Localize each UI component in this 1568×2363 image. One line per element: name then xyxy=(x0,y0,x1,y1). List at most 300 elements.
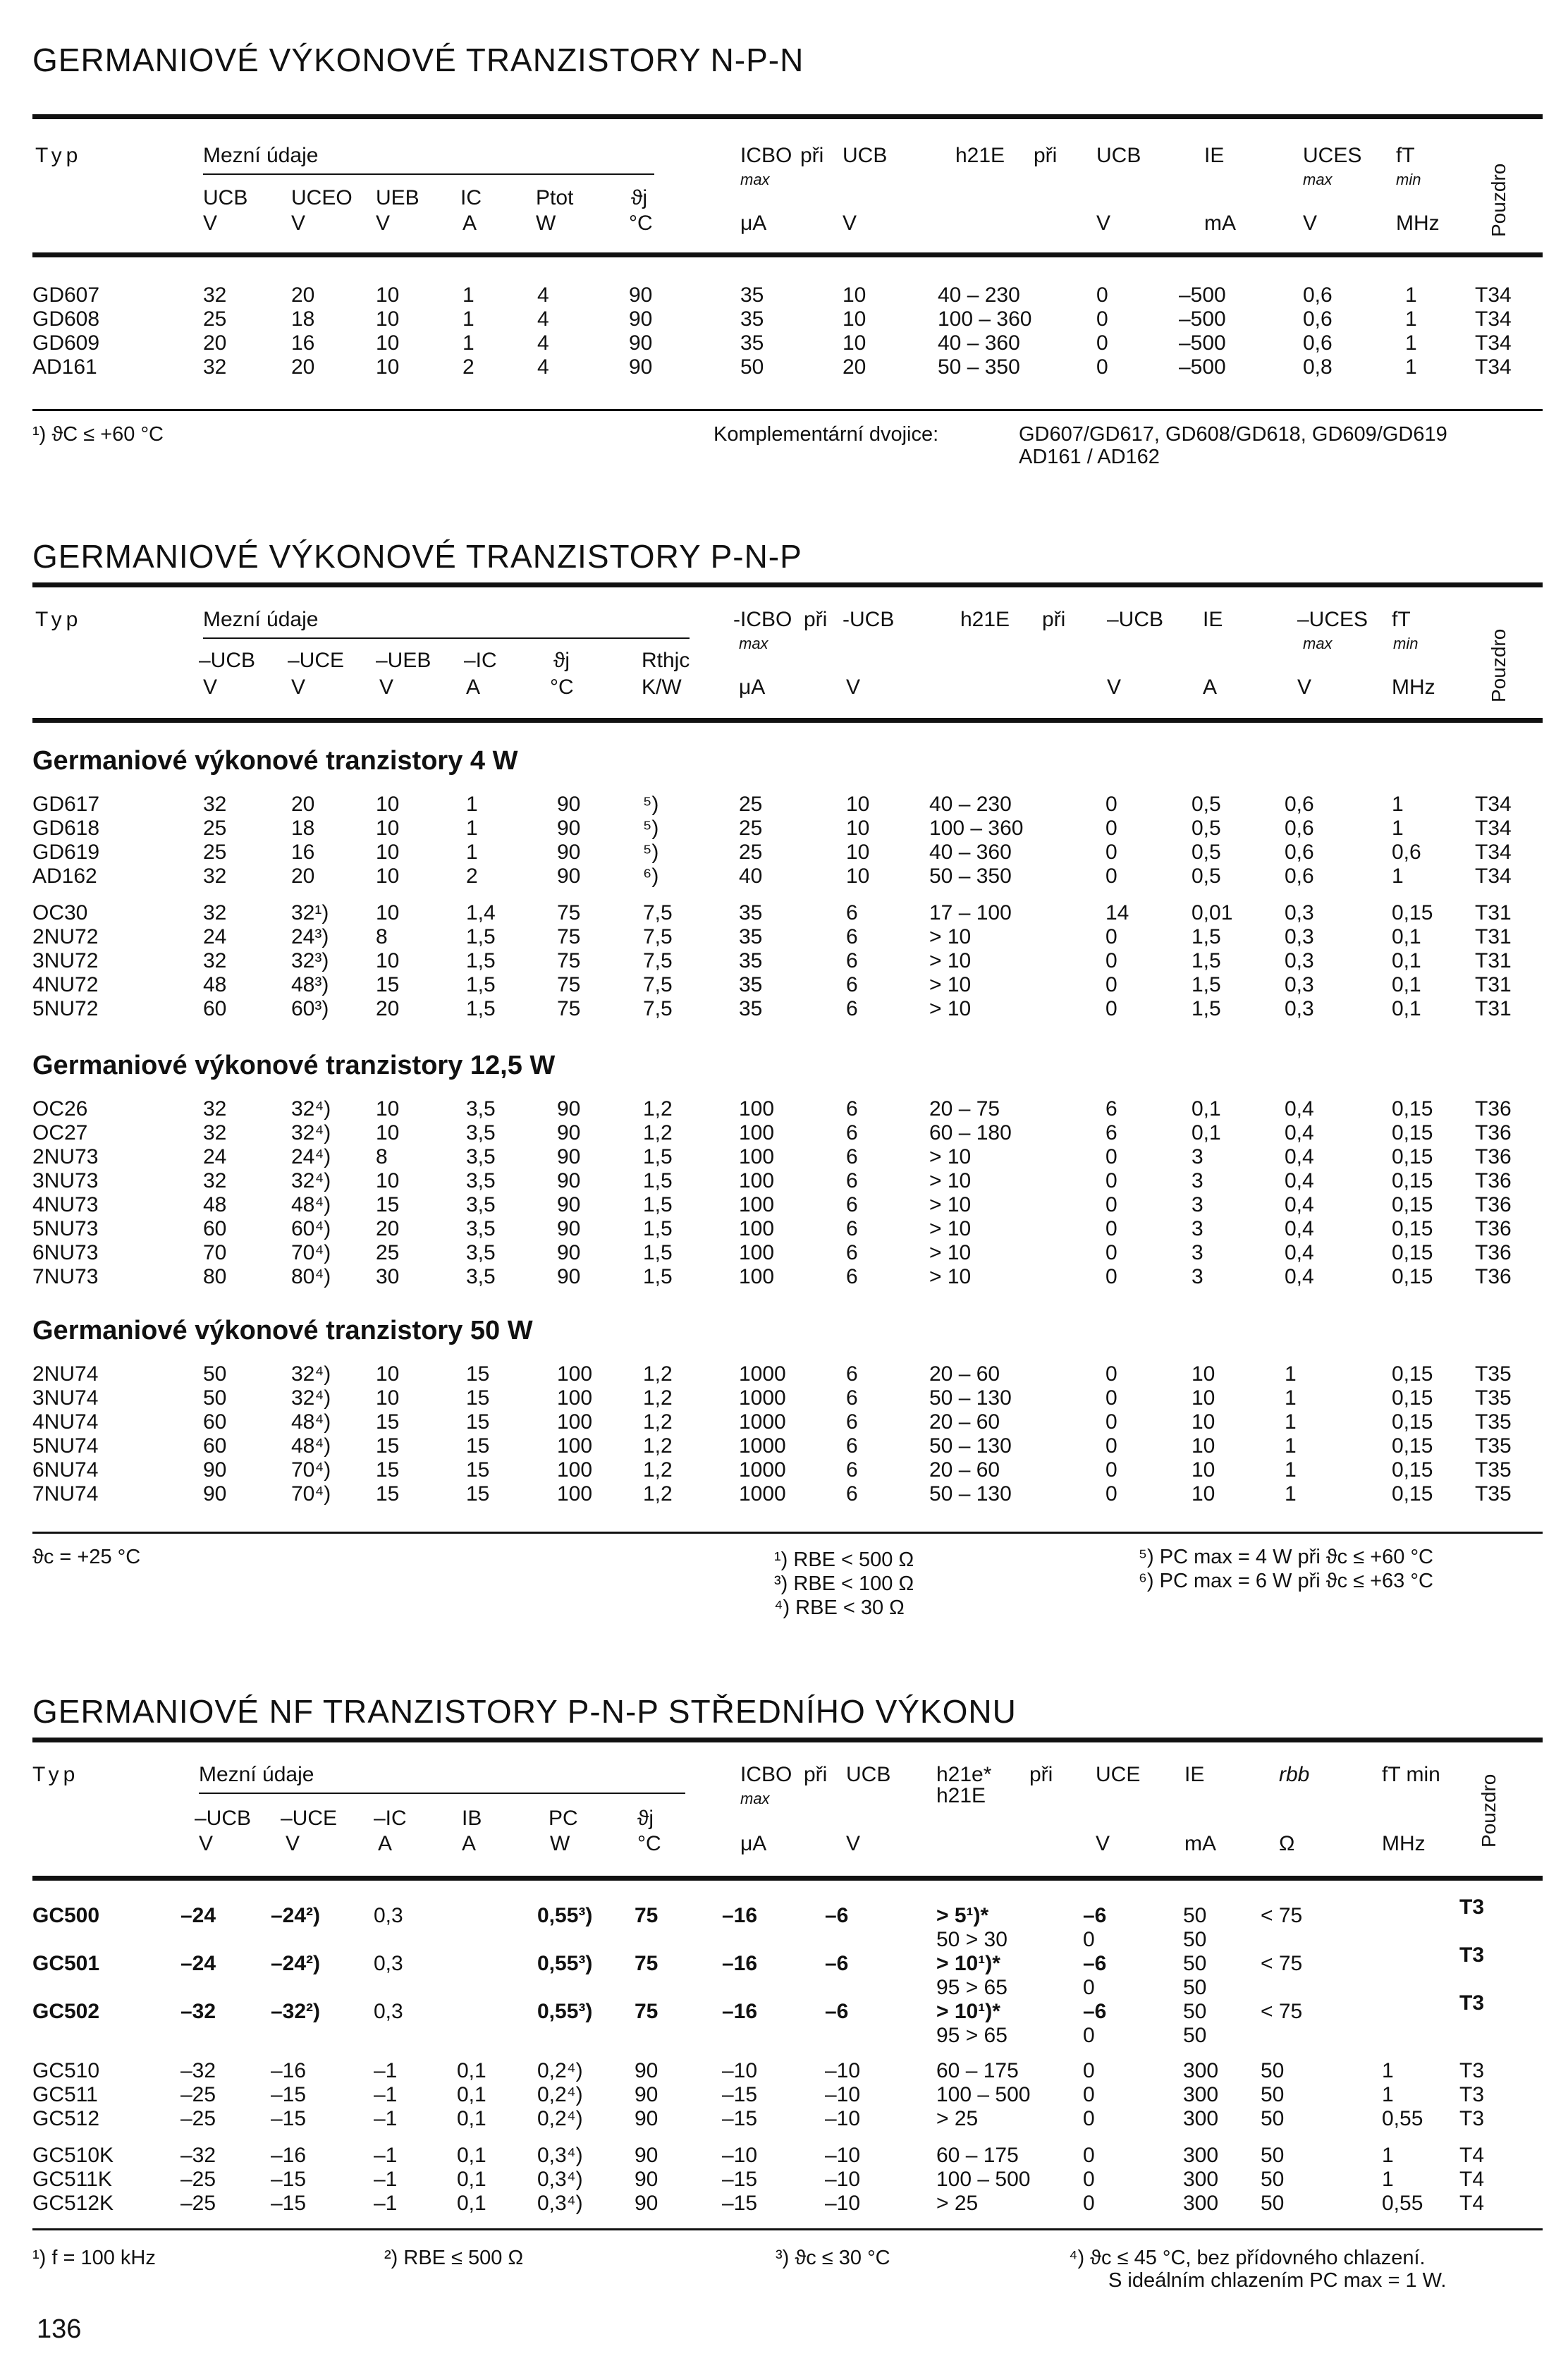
table-cell: 48⁴) xyxy=(291,1434,331,1458)
table-cell: 0,15 xyxy=(1392,1362,1433,1386)
table-cell: 100 xyxy=(557,1410,593,1434)
table-cell: T31 xyxy=(1475,925,1512,948)
col-h21e: h21E xyxy=(960,608,1010,631)
table-cell: 0,4 xyxy=(1285,1097,1314,1121)
col-ueb: UEB xyxy=(376,186,419,209)
cell-type: GC510 xyxy=(32,2059,100,2082)
table-row xyxy=(0,1434,1568,1458)
cell-type: GD618 xyxy=(32,817,100,840)
table-cell: 75 xyxy=(635,2000,659,2023)
table-cell: 100 – 500 xyxy=(936,2168,1031,2191)
table-cell: < 75 xyxy=(1261,1904,1303,1927)
cell-type: 5NU74 xyxy=(32,1434,99,1458)
table-cell: 1 xyxy=(1285,1434,1297,1458)
table-cell: 4 xyxy=(537,283,549,307)
rule xyxy=(32,252,1543,257)
table-cell: 60 – 175 xyxy=(936,2059,1019,2082)
col-ic: –IC xyxy=(374,1807,407,1830)
table-cell: 75 xyxy=(557,925,581,948)
table-cell: 6 xyxy=(846,1362,858,1386)
rule xyxy=(32,1738,1543,1742)
table-cell: 0,6 xyxy=(1303,331,1333,355)
table-cell: –32²) xyxy=(271,2000,321,2023)
table-cell: 1 xyxy=(466,841,478,864)
table-cell: 100 xyxy=(557,1458,593,1482)
table-cell: > 5¹)* xyxy=(936,1904,989,1927)
table-cell: 10 xyxy=(376,901,400,924)
table-cell: 10 xyxy=(1192,1458,1215,1482)
rule xyxy=(32,409,1543,411)
table-cell: 10 xyxy=(376,283,400,307)
table-cell: 50 xyxy=(1261,2168,1285,2191)
table-row xyxy=(0,901,1568,925)
rule xyxy=(32,582,1543,587)
footnote: S ideálním chlazením PC max = 1 W. xyxy=(1108,2269,1447,2292)
table-cell: 1 xyxy=(1392,817,1404,840)
table-cell: < 75 xyxy=(1261,1952,1303,1975)
table-cell: –15 xyxy=(722,2107,758,2130)
unit: A xyxy=(378,1832,393,1855)
table-cell: 75 xyxy=(557,949,581,972)
table-cell: 0 xyxy=(1083,2168,1095,2191)
col-ftmin: fT min xyxy=(1382,1763,1440,1786)
table-cell: 15 xyxy=(376,1410,400,1434)
footnote: ⁴) RBE < 30 Ω xyxy=(774,1596,905,1619)
table-cell: 1 xyxy=(1285,1482,1297,1506)
table-cell: 20 – 60 xyxy=(929,1362,1000,1386)
table-cell: 6 xyxy=(1105,1121,1117,1144)
table-cell: 1,5 xyxy=(643,1193,673,1216)
table-cell: 35 xyxy=(739,997,763,1020)
table-cell: 60⁴) xyxy=(291,1217,331,1240)
table-cell: 48 xyxy=(203,973,227,996)
table-cell: 100 xyxy=(739,1121,775,1144)
table-cell: 100 xyxy=(557,1434,593,1458)
table-row xyxy=(0,1895,1568,1928)
table-cell: T35 xyxy=(1475,1386,1512,1410)
table-cell: > 25 xyxy=(936,2192,979,2215)
table-cell: 50 xyxy=(1183,2000,1207,2023)
table-cell: –6 xyxy=(825,1952,849,1975)
table-cell: 0,4 xyxy=(1285,1193,1314,1216)
table-cell: 6 xyxy=(846,1169,858,1192)
table-row xyxy=(0,1362,1568,1386)
table-cell: 0,15 xyxy=(1392,1241,1433,1264)
table-cell: 16 xyxy=(291,841,315,864)
table-cell: 24 xyxy=(203,925,227,948)
table-cell: 7,5 xyxy=(643,949,673,972)
table-cell: –24 xyxy=(180,1904,216,1927)
table-cell: T36 xyxy=(1475,1265,1512,1288)
table-cell: > 10 xyxy=(929,925,972,948)
header-underline xyxy=(203,637,690,639)
table-cell: 50 xyxy=(1183,2024,1207,2047)
table-cell: 10 xyxy=(846,841,870,864)
table-cell: 0,4 xyxy=(1285,1241,1314,1264)
table-cell: –15 xyxy=(271,2083,307,2106)
table-cell: ⁵) xyxy=(643,793,659,816)
table-cell: 10 xyxy=(376,355,400,379)
table-cell: 0,1 xyxy=(457,2168,486,2191)
table-cell: 1 xyxy=(1392,865,1404,888)
table-cell: 35 xyxy=(739,973,763,996)
table-cell: –500 xyxy=(1179,355,1226,379)
table-cell: 10 xyxy=(376,841,400,864)
table-cell: 0,4 xyxy=(1285,1121,1314,1144)
table-cell: 90 xyxy=(557,1241,581,1264)
table-cell: 6 xyxy=(846,1410,858,1434)
unit: °C xyxy=(550,676,574,699)
col-mezni: Mezní údaje xyxy=(203,144,319,167)
table-cell: 10 xyxy=(846,817,870,840)
table-cell: 90 xyxy=(557,1265,581,1288)
table-cell: T36 xyxy=(1475,1241,1512,1264)
table-cell: 90 xyxy=(557,1193,581,1216)
table-cell: 0 xyxy=(1105,1265,1117,1288)
unit: mA xyxy=(1204,212,1236,235)
unit: V xyxy=(843,212,857,235)
table-cell: 50 xyxy=(1183,1976,1207,1999)
footnote: ⁶) PC max = 6 W při ϑc ≤ +63 °C xyxy=(1139,1570,1433,1592)
table-row xyxy=(0,1145,1568,1169)
table-row xyxy=(0,283,1568,307)
table-cell: 10 xyxy=(376,1362,400,1386)
table-row xyxy=(0,2107,1568,2131)
table-cell: 40 – 360 xyxy=(929,841,1012,864)
table-cell: 90 xyxy=(629,355,653,379)
table-cell: –1 xyxy=(374,2083,398,2106)
cell-type: GC512 xyxy=(32,2107,100,2130)
table-cell: –1 xyxy=(374,2168,398,2191)
table-cell: 1,5 xyxy=(466,949,496,972)
table-cell: T3 xyxy=(1459,2107,1485,2130)
table-cell: –6 xyxy=(1083,1904,1107,1927)
cell-type: OC27 xyxy=(32,1121,88,1144)
table-row xyxy=(0,1482,1568,1506)
table-cell: –10 xyxy=(825,2168,861,2191)
table-cell: 7,5 xyxy=(643,973,673,996)
table-cell: > 10 xyxy=(929,997,972,1020)
table-cell: 1 xyxy=(463,283,474,307)
table-cell: 0,15 xyxy=(1392,1217,1433,1240)
table-cell: 0 xyxy=(1105,925,1117,948)
table-cell: > 10 xyxy=(929,949,972,972)
table-cell: T34 xyxy=(1475,793,1512,816)
unit: V xyxy=(286,1832,300,1855)
footnote: ϑc = +25 °C xyxy=(32,1546,141,1568)
table-cell: 6 xyxy=(846,925,858,948)
table-cell: > 25 xyxy=(936,2107,979,2130)
table-cell: 35 xyxy=(739,901,763,924)
table-cell: 15 xyxy=(466,1362,490,1386)
table-cell: > 10 xyxy=(929,1169,972,1192)
table-cell: 60 xyxy=(203,1410,227,1434)
table-cell: –32 xyxy=(180,2000,216,2023)
table-cell: 15 xyxy=(466,1434,490,1458)
table-cell: 35 xyxy=(740,331,764,355)
table-cell: 0,3 xyxy=(1285,925,1314,948)
table-cell: 1000 xyxy=(739,1386,786,1410)
section-title-pnp: GERMANIOVÉ VÝKONOVÉ TRANZISTORY P-N-P xyxy=(32,538,802,575)
table-cell: 3 xyxy=(1192,1241,1203,1264)
table-cell: 0,3 xyxy=(1285,997,1314,1020)
table-cell: 32 xyxy=(203,949,227,972)
table-cell: 1,5 xyxy=(1192,925,1221,948)
table-cell: 1,2 xyxy=(643,1097,673,1121)
cell-type: 7NU74 xyxy=(32,1482,99,1506)
table-cell: 25 xyxy=(739,817,763,840)
table-row xyxy=(0,1458,1568,1482)
table-cell: 0,4 xyxy=(1285,1169,1314,1192)
table-cell: 3 xyxy=(1192,1217,1203,1240)
table-row xyxy=(0,1943,1568,1976)
table-cell: 3 xyxy=(1192,1193,1203,1216)
table-cell: 0 xyxy=(1105,1458,1117,1482)
cell-type: 5NU72 xyxy=(32,997,99,1020)
table-cell: 24³) xyxy=(291,925,329,948)
table-cell: 32 xyxy=(203,793,227,816)
table-cell: 3,5 xyxy=(466,1193,496,1216)
table-cell: 70⁴) xyxy=(291,1458,331,1482)
table-cell: 1000 xyxy=(739,1410,786,1434)
table-cell: 100 xyxy=(739,1097,775,1121)
table-cell: 50 – 350 xyxy=(938,355,1020,379)
table-cell: –15 xyxy=(722,2083,758,2106)
table-cell: 20 xyxy=(291,793,315,816)
col-uces-max: max xyxy=(1303,171,1333,188)
cell-type: GC500 xyxy=(32,1904,100,1927)
table-cell: 10 xyxy=(376,1386,400,1410)
table-cell: T34 xyxy=(1475,841,1512,864)
table-cell: 25 xyxy=(203,841,227,864)
table-cell: 10 xyxy=(376,1097,400,1121)
unit: V xyxy=(846,676,861,699)
komplement-pairs-2: AD161 / AD162 xyxy=(1019,446,1160,468)
table-cell: 0 xyxy=(1105,1434,1117,1458)
table-cell: –16 xyxy=(271,2144,307,2167)
table-row xyxy=(0,949,1568,973)
table-cell: 32 xyxy=(203,901,227,924)
table-cell: 3,5 xyxy=(466,1121,496,1144)
unit: μA xyxy=(740,212,767,235)
col-ucb2: UCB xyxy=(846,1763,891,1786)
table-cell: 0,3 xyxy=(374,1904,403,1927)
table-cell: 50 xyxy=(1261,2192,1285,2215)
table-cell: 0 xyxy=(1083,2144,1095,2167)
table-row xyxy=(0,1410,1568,1434)
table-cell: 0 xyxy=(1096,307,1108,331)
table-cell: 60 xyxy=(203,997,227,1020)
table-cell: 0,55 xyxy=(1382,2192,1423,2215)
table-cell: 0,15 xyxy=(1392,1434,1433,1458)
col-thj: ϑj xyxy=(631,186,648,209)
table-cell: 0 xyxy=(1105,841,1117,864)
table-cell: 0,15 xyxy=(1392,901,1433,924)
table-cell: 0,1 xyxy=(457,2059,486,2082)
table-cell: > 10 xyxy=(929,973,972,996)
table-cell: 48 xyxy=(203,1193,227,1216)
table-cell: 0,5 xyxy=(1192,865,1221,888)
table-cell: 10 xyxy=(1192,1386,1215,1410)
table-cell: 100 xyxy=(739,1265,775,1288)
table-row xyxy=(0,1169,1568,1193)
table-cell: T34 xyxy=(1475,817,1512,840)
table-cell: 60 – 175 xyxy=(936,2144,1019,2167)
col-thj: ϑj xyxy=(637,1807,654,1830)
col-ucb2: -UCB xyxy=(843,608,895,631)
table-cell: 0,1 xyxy=(1392,949,1421,972)
table-cell: 1,5 xyxy=(466,925,496,948)
table-cell: 50 xyxy=(1261,2144,1285,2167)
table-cell: –1 xyxy=(374,2192,398,2215)
table-cell: 0 xyxy=(1105,1145,1117,1168)
table-cell: 90 xyxy=(635,2083,659,2106)
table-cell: 32¹) xyxy=(291,901,329,924)
table-cell: 10 xyxy=(1192,1482,1215,1506)
table-cell: 40 xyxy=(739,865,763,888)
section-title-nf: GERMANIOVÉ NF TRANZISTORY P-N-P STŘEDNÍHO VÝKONU xyxy=(32,1693,1017,1730)
table-cell: 0 xyxy=(1083,2192,1095,2215)
cell-type: GD607 xyxy=(32,283,100,307)
table-cell: 95 > 65 xyxy=(936,1976,1007,1999)
table-cell: 17 – 100 xyxy=(929,901,1012,924)
table-cell: 0,1 xyxy=(1392,973,1421,996)
table-cell: 15 xyxy=(376,1193,400,1216)
cell-type: 2NU73 xyxy=(32,1145,99,1168)
table-cell: 70⁴) xyxy=(291,1241,331,1264)
cell-type: GC510K xyxy=(32,2144,114,2167)
table-cell: 1,2 xyxy=(643,1410,673,1434)
table-cell: 100 xyxy=(739,1193,775,1216)
table-cell: 50 xyxy=(1261,2083,1285,2106)
table-cell: 30 xyxy=(376,1265,400,1288)
table-cell: 0,15 xyxy=(1392,1097,1433,1121)
table-cell: –25 xyxy=(180,2107,216,2130)
table-cell: 10 xyxy=(376,817,400,840)
table-cell: 20 – 60 xyxy=(929,1458,1000,1482)
table-cell: 32³) xyxy=(291,949,329,972)
table-row xyxy=(0,841,1568,865)
table-cell: 100 xyxy=(557,1386,593,1410)
table-cell: 20 xyxy=(291,283,315,307)
unit: W xyxy=(536,212,556,235)
col-uce: –UCE xyxy=(281,1807,338,1830)
table-cell: 32 xyxy=(203,1097,227,1121)
table-cell: 1 xyxy=(1382,2083,1394,2106)
table-cell: 15 xyxy=(466,1386,490,1410)
komplement-label: Komplementární dvojice: xyxy=(713,423,939,446)
col-ucb: –UCB xyxy=(195,1807,252,1830)
cell-type: 7NU73 xyxy=(32,1265,99,1288)
table-cell: ⁶) xyxy=(643,865,659,888)
table-cell: –15 xyxy=(271,2107,307,2130)
table-cell: 0,4 xyxy=(1285,1217,1314,1240)
page-number: 136 xyxy=(37,2314,82,2344)
table-cell: 1,5 xyxy=(1192,949,1221,972)
unit: V xyxy=(846,1832,861,1855)
table-cell: 90 xyxy=(635,2168,659,2191)
table-cell: 1 xyxy=(1285,1410,1297,1434)
table-cell: 0,01 xyxy=(1192,901,1233,924)
col-pri2: při xyxy=(1029,1763,1053,1786)
rule xyxy=(32,718,1543,723)
table-cell: 20 xyxy=(843,355,866,379)
table-cell: 15 xyxy=(376,973,400,996)
table-cell: 0,3 xyxy=(1285,949,1314,972)
table-cell: 32 xyxy=(203,1169,227,1192)
table-row xyxy=(0,973,1568,997)
table-cell: > 10 xyxy=(929,1217,972,1240)
unit: K/W xyxy=(642,676,682,699)
table-cell: 15 xyxy=(466,1482,490,1506)
cell-type: OC26 xyxy=(32,1097,88,1121)
table-cell: 1 xyxy=(1285,1458,1297,1482)
table-cell: 0 xyxy=(1096,283,1108,307)
table-cell: T31 xyxy=(1475,973,1512,996)
table-cell: 10 xyxy=(376,331,400,355)
table-row xyxy=(0,2144,1568,2168)
table-cell: 1,2 xyxy=(643,1482,673,1506)
table-cell: T3 xyxy=(1459,2059,1485,2082)
table-cell: 6 xyxy=(846,1241,858,1264)
table-cell: > 10¹)* xyxy=(936,2000,1000,2023)
table-cell: 0,15 xyxy=(1392,1193,1433,1216)
table-cell: 10 xyxy=(846,865,870,888)
table-cell: 24 xyxy=(203,1145,227,1168)
table-cell: 0,15 xyxy=(1392,1265,1433,1288)
table-cell: 75 xyxy=(557,901,581,924)
table-cell: –24²) xyxy=(271,1904,321,1927)
table-cell: 10 xyxy=(843,283,866,307)
table-cell: 50 – 350 xyxy=(929,865,1012,888)
table-cell: 6 xyxy=(846,1217,858,1240)
table-cell: 3,5 xyxy=(466,1265,496,1288)
table-cell: 0,1 xyxy=(457,2083,486,2106)
table-cell: 90 xyxy=(635,2107,659,2130)
unit: A xyxy=(466,676,481,699)
table-row xyxy=(0,793,1568,817)
table-cell: 7,5 xyxy=(643,925,673,948)
table-cell: –10 xyxy=(825,2107,861,2130)
table-cell: 0 xyxy=(1083,1928,1095,1951)
table-cell: 50 xyxy=(740,355,764,379)
table-cell: 1,2 xyxy=(643,1386,673,1410)
footnote: ⁵) PC max = 4 W při ϑc ≤ +60 °C xyxy=(1139,1546,1433,1568)
col-uce2: UCE xyxy=(1096,1763,1141,1786)
table-cell: 10 xyxy=(376,307,400,331)
table-cell: 1 xyxy=(463,331,474,355)
table-cell: 1,5 xyxy=(466,997,496,1020)
unit: V xyxy=(203,212,218,235)
footnote: ⁴) ϑc ≤ 45 °C, bez přídovného chlazení. xyxy=(1069,2247,1426,2269)
table-cell: T34 xyxy=(1475,283,1512,307)
table-cell: 0,15 xyxy=(1392,1458,1433,1482)
rule xyxy=(32,1532,1543,1534)
table-cell: 25 xyxy=(376,1241,400,1264)
table-cell: 6 xyxy=(1105,1097,1117,1121)
col-pc: PC xyxy=(549,1807,578,1830)
table-cell: 50 – 130 xyxy=(929,1386,1012,1410)
table-cell: 35 xyxy=(740,307,764,331)
table-cell: 10 xyxy=(376,865,400,888)
table-cell: –32 xyxy=(180,2059,216,2082)
table-cell: 0 xyxy=(1105,1217,1117,1240)
col-icbo-max: max xyxy=(740,1790,770,1807)
table-cell: 6 xyxy=(846,1193,858,1216)
table-cell: –500 xyxy=(1179,283,1226,307)
table-cell: T36 xyxy=(1475,1097,1512,1121)
unit: mA xyxy=(1184,1832,1216,1855)
